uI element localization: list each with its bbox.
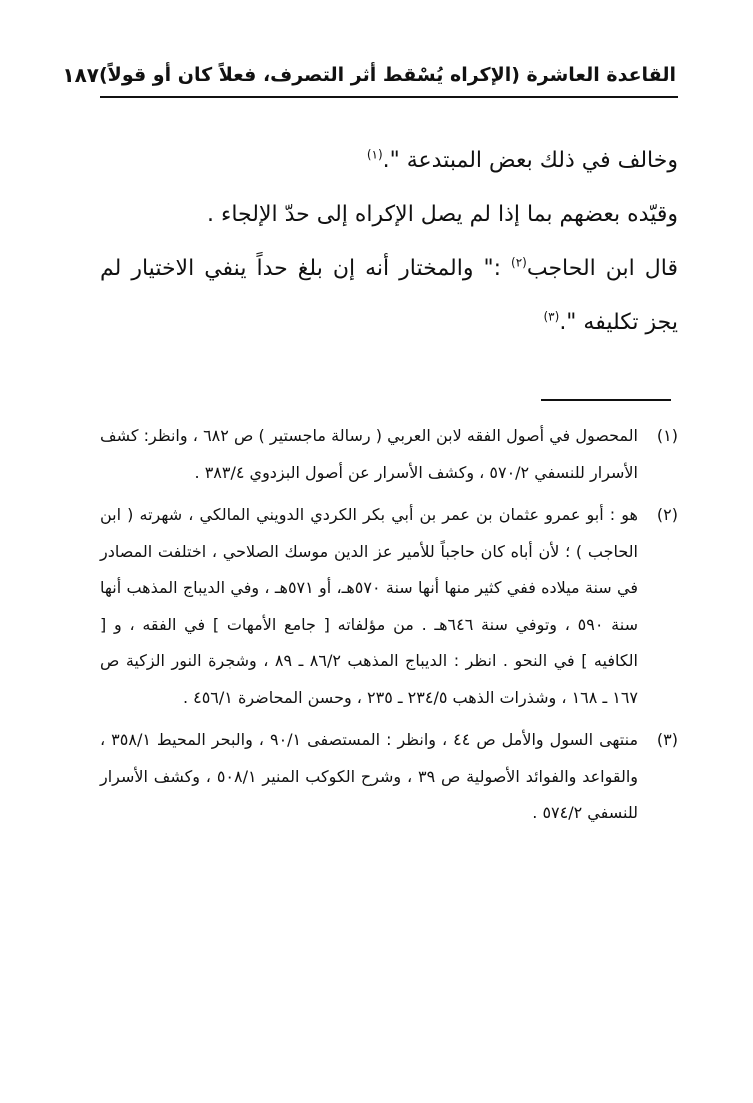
footnote-ref-2: (٢) <box>511 255 527 270</box>
footnote-text: المحصول في أصول الفقه لابن العربي ( رسالة ماجستير ) ص ٦٨٢ ، وانظر: كشف الأسرار للنسفي ٥٧٠/٢ ، وكشف الأسرار عن أصول البزدوي ٣٨٣/٤ . <box>100 426 639 482</box>
footnote-number: (٣) <box>656 730 678 749</box>
running-title: القاعدة العاشرة (الإكراه يُسْقط أثر التصرف، فعلاً كان أو قولاً) <box>98 64 676 86</box>
footnote-1 <box>100 418 678 491</box>
footnote-ref-3: (٣) <box>543 309 560 324</box>
footnote-ref-1: (١) <box>366 147 383 162</box>
footnote-2 <box>100 497 678 716</box>
paragraph-1 <box>100 134 678 188</box>
paragraph-3-text-a: قال ابن الحاجب <box>526 256 678 281</box>
footnote-number: (١) <box>656 426 678 445</box>
footnote-number: (٢) <box>656 505 678 524</box>
paragraph-3-text-b: :" والمختار أنه إن بلغ حداً ينفي الاختيار لم يجز تكليفه ". <box>100 256 678 335</box>
footnote-divider <box>541 399 671 401</box>
footnotes <box>100 418 678 838</box>
footnote-text: منتهى السول والأمل ص ٤٤ ، وانظر : المستصفى ٩٠/١ ، والبحر المحيط ٣٥٨/١ ، والقواعد والفوائد الأصولية ص ٣٩ ، وشرح الكوكب المنير ٥٠٨/١ ، وكشف الأسرار للنسفي ٥٧٤/٢ . <box>100 730 639 822</box>
page-number: ١٨٧ <box>62 63 99 87</box>
footnote-3 <box>100 722 678 832</box>
footnote-text: هو : أبو عمرو عثمان بن عمر بن أبي بكر الكردي الدويني المالكي ، شهرته ( ابن الحاجب ) ؛ لأن أباه كان حاجباً للأمير عز الدين موسك الصلاحي ، اختلفت المصادر في سنة ميلاده ففي كثير منها أنها سنة ٥٧٠هـ، أو ٥٧١هـ ، وفي الديباج المذهب أنها سنة ٥٩٠ ، وتوفي سنة ٦٤٦هـ . من مؤلفاته [ جامع الأمهات ] في الفقه ، و [ الكافيه ] في النحو . انظر : الديباج المذهب ٨٦/٢ ـ ٨٩ ، وشجرة النور الزكية ص ١٦٧ ـ ١٦٨ ، وشذرات الذهب ٢٣٤/٥ ـ ٢٣٥ ، وحسن المحاضرة ٤٥٦/١ . <box>100 505 638 707</box>
paragraph-2: وقيّده بعضهم بما إذا لم يصل الإكراه إلى حدّ الإلجاء . <box>207 202 678 227</box>
paragraph-3 <box>100 242 678 350</box>
page-header <box>62 58 676 92</box>
paragraph-1-text: وخالف في ذلك بعض المبتدعة ". <box>382 148 678 173</box>
header-divider <box>100 96 678 98</box>
main-text <box>100 134 678 350</box>
